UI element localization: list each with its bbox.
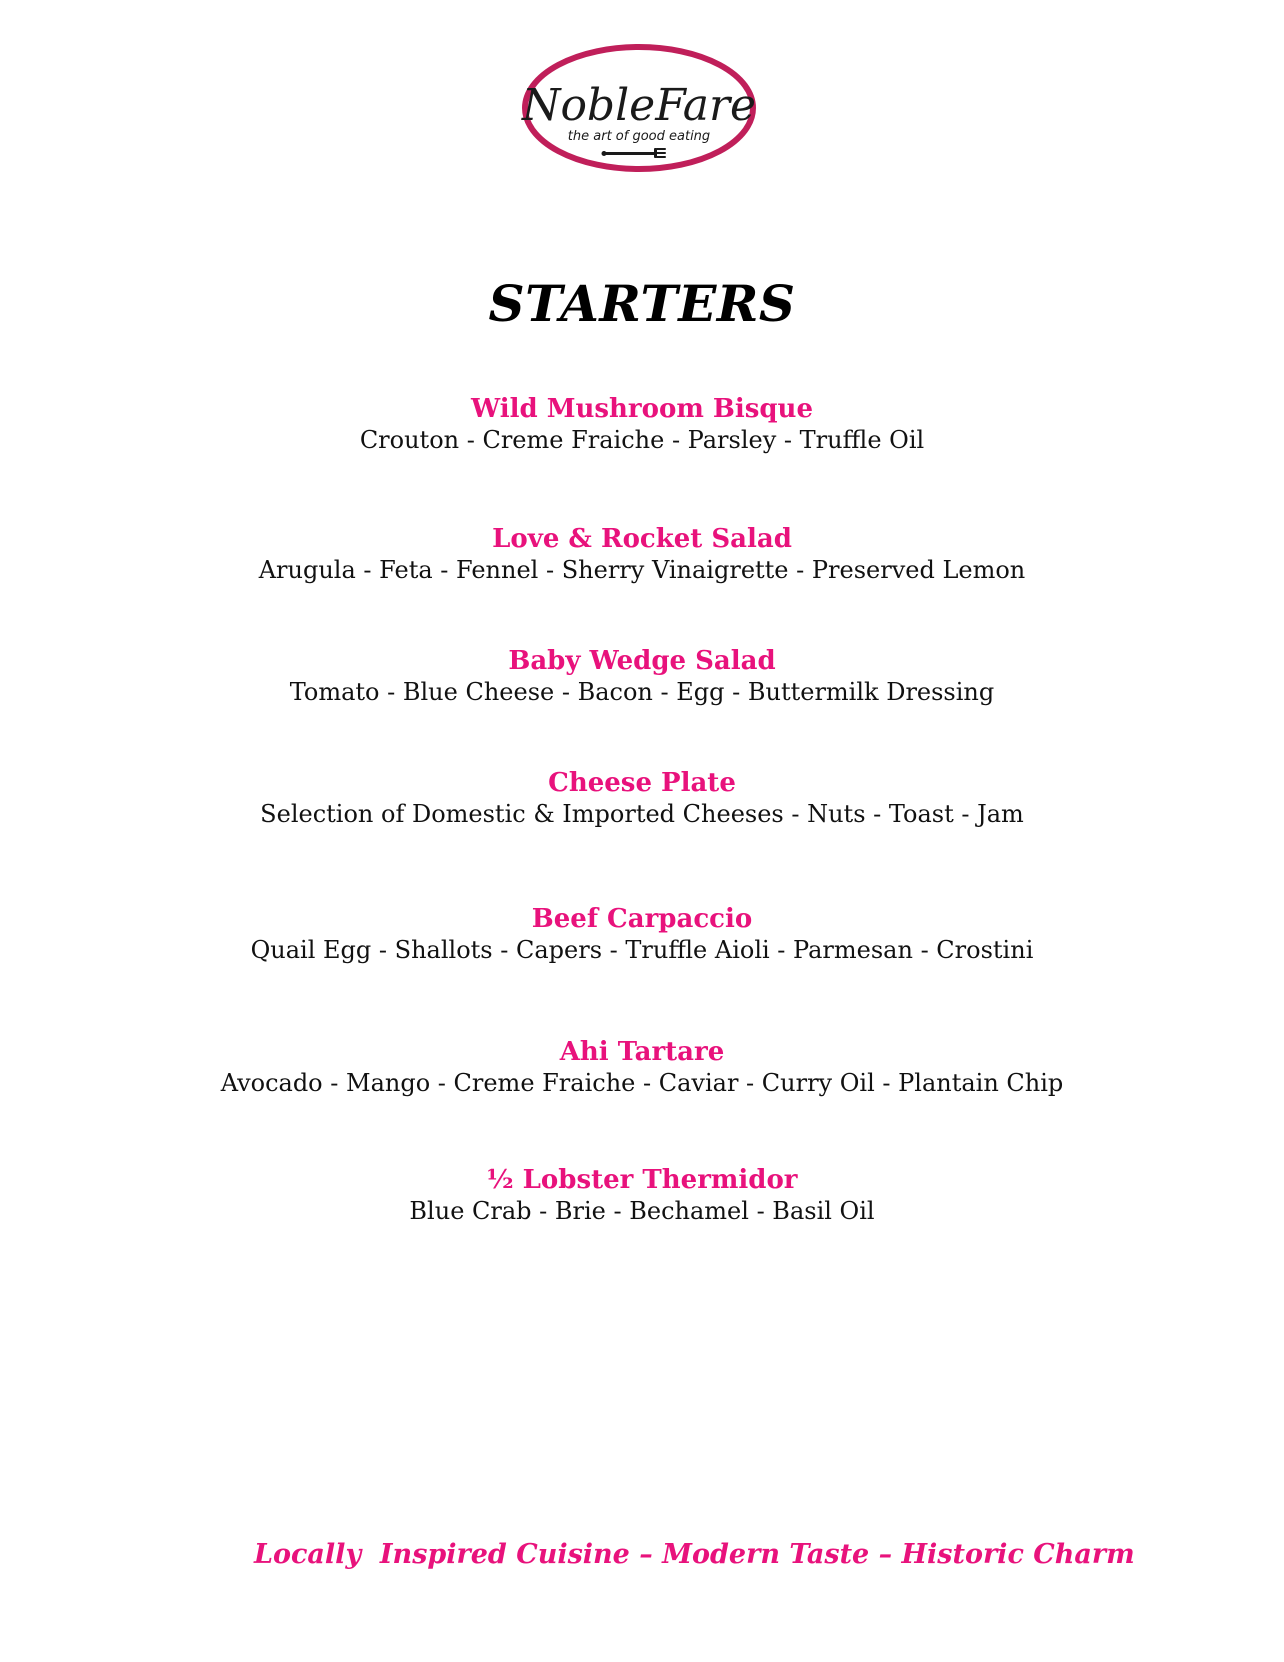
item-name: Cheese Plate	[548, 768, 736, 798]
menu-item	[0, 1164, 1284, 1226]
item-name: Ahi Tartare	[559, 1037, 725, 1067]
page-title: STARTERS	[488, 274, 796, 333]
menu-item	[0, 767, 1284, 829]
item-description: Tomato - Blue Cheese - Bacon - Egg - Buttermilk Dressing	[289, 678, 995, 706]
footer-tagline: Locally Inspired Cuisine – Modern Taste – Historic Charm	[254, 1539, 1135, 1570]
item-description: Blue Crab - Brie - Bechamel - Basil Oil	[409, 1197, 875, 1225]
item-description: Arugula - Feta - Fennel - Sherry Vinaigrette - Preserved Lemon	[258, 556, 1026, 584]
item-name: ½ Lobster Thermidor	[486, 1165, 798, 1195]
menu-item	[0, 393, 1284, 455]
item-description: Avocado - Mango - Creme Fraiche - Caviar - Curry Oil - Plantain Chip	[220, 1069, 1064, 1097]
item-description: Selection of Domestic & Imported Cheeses - Nuts - Toast - Jam	[260, 800, 1024, 828]
item-name: Love & Rocket Salad	[492, 524, 792, 554]
logo-brand-text: NobleFare	[521, 80, 757, 131]
item-name: Wild Mushroom Bisque	[470, 394, 813, 424]
menu-item	[0, 523, 1284, 585]
item-name: Baby Wedge Salad	[508, 646, 776, 676]
menu-item	[0, 903, 1284, 965]
noblefare-logo	[520, 42, 758, 174]
item-description: Crouton - Creme Fraiche - Parsley - Truffle Oil	[359, 426, 925, 454]
menu-item	[0, 1036, 1284, 1098]
item-description: Quail Egg - Shallots - Capers - Truffle Aioli - Parmesan - Crostini	[250, 936, 1034, 964]
menu-item	[0, 645, 1284, 707]
logo-tagline-text: the art of good eating	[567, 129, 711, 144]
item-name: Beef Carpaccio	[531, 904, 753, 934]
